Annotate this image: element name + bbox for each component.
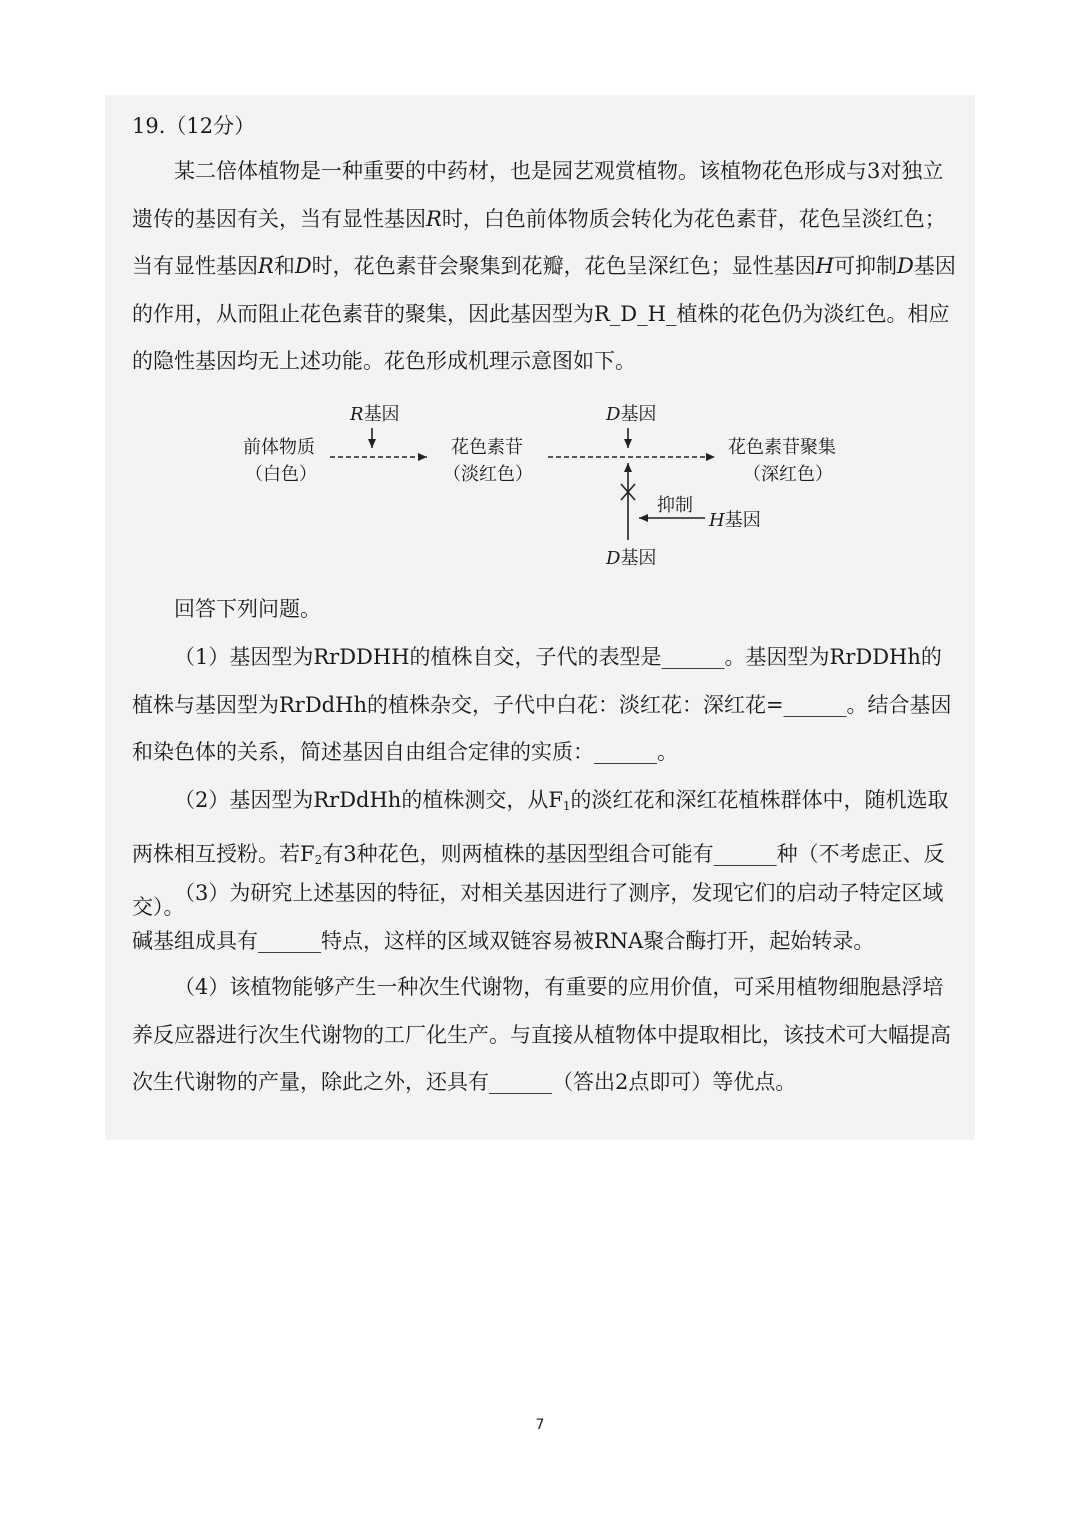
anthocyanin-color-label: （淡红色） — [443, 464, 533, 485]
sub-question-4: （4）该植物能够产生一种次生代谢物，有重要的应用价值，可采用植物细胞悬浮培养反应器进行次生代谢物的工厂化生产。与直接从植物体中提取相比，该技术可大幅提高次生代谢物的产量，除此之外，还具有______（答出2点即可）等优点。 — [132, 975, 951, 1094]
sub-question-2: （2）基因型为RrDdHh的植株测交，从$F_1$的淡红花和深红花植株群体中，随机选取两株相互授粉。若$F_2$有3种花色，则两植株的基因型组合可能有______种（不考虑正、反交）。 — [132, 788, 949, 919]
anthocyanin-label: 花色素苷 — [451, 437, 523, 458]
precursor-color-label: （白色） — [245, 464, 317, 485]
page-number: 7 — [535, 1417, 545, 1433]
precursor-label: 前体物质 — [243, 437, 315, 458]
prompt-text: 回答下列问题。 — [174, 597, 321, 621]
flower-color-mechanism-diagram — [225, 392, 836, 577]
sub-question-1: （1）基因型为RrDDHH的植株自交，子代的表型是______。基因型为RrDDHh的植株与基因型为RrDdHh的植株杂交，子代中白花：淡红花：深红花=______。结合基因和染色体的关系，简述基因自由组合定律的实质：______。 — [132, 645, 952, 764]
question-number: 19.（12分） — [132, 114, 256, 138]
r-gene-label: R基因 — [350, 404, 400, 425]
h-gene-label: H基因 — [709, 510, 761, 531]
d-gene-top-label: D基因 — [606, 404, 657, 425]
aggregation-color-label: （深红色） — [743, 464, 833, 485]
inhibit-label: 抑制 — [657, 495, 693, 516]
aggregation-label: 花色素苷聚集 — [728, 437, 836, 458]
intro-paragraph: 某二倍体植物是一种重要的中药材，也是园艺观赏植物。该植物花色形成与3对独立遗传的基因有关，当有显性基因R时，白色前体物质会转化为花色素苷，花色呈淡红色；当有显性基因R和D时，花色素苷会聚集到花瓣，花色呈深红色；显性基因H可抑制D基因的作用，从而阻止花色素苷的聚集，因此基因型为R_D_H_植株的花色仍为淡红色。相应的隐性基因均无上述功能。花色形成机理示意图如下。 — [132, 159, 956, 373]
sub-question-3: （3）为研究上述基因的特征，对相关基因进行了测序，发现它们的启动子特定区域碱基组成具有______特点，这样的区域双链容易被RNA聚合酶打开，起始转录。 — [132, 881, 944, 953]
d-gene-bottom-label: D基因 — [606, 548, 657, 569]
